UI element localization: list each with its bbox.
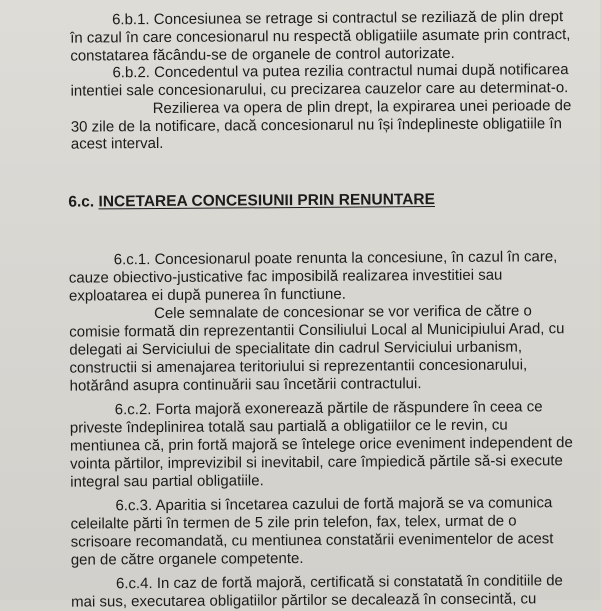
section-heading-6c [68, 191, 435, 212]
paragraph-line-6b-6: Rezilierea va opera de plin drept, la expirarea unei perioade de [152, 97, 572, 118]
paragraph-line-6c-5: comisie formată din reprezentantii Consiliului Local al Municipiului Arad, cu [69, 320, 565, 341]
paragraph-line-6c-11: mentiunea că, prin fortă majoră se întelege orice eveniment independent de [69, 434, 573, 455]
paragraph-line-6b-3: constatarea făcându-se de organele de control autorizate. [70, 44, 455, 65]
paragraph-line-6c-16: scrisoare recomandată, cu mentiunea constatării evenimentelor de acest [70, 530, 554, 551]
paragraph-line-6c-17: gen de către organele competente. [70, 549, 304, 569]
paragraph-line-6b-2: în cazul în care concesionarul nu respectă obligatiile asumate prin contract, [70, 26, 571, 47]
paragraph-line-6c-6: delegati ai Serviciului de specialitate din cadrul Serviciului urbanism, [69, 338, 523, 359]
paragraph-line-6c-15: celeilalte părti în termen de 5 zile prin telefon, fax, telex, urmat de o [70, 512, 517, 533]
section-number: 6.c. [68, 193, 95, 211]
paragraph-line-6c-13: integral sau partial obligatiile. [70, 472, 264, 491]
paragraph-line-6c-2: cauze obiectivo-justicative fac imposibilă realizarea investitiei sau [68, 266, 503, 287]
paragraph-line-6b-1: 6.b.1. Concesiunea se retrage si contractul se reziliază de plin drept [111, 8, 564, 29]
paragraph-line-6b-5: intentiei sale concesionarului, cu precizarea cauzelor care au determinat-o. [70, 79, 569, 100]
paragraph-line-6b-8: acest interval. [70, 134, 164, 153]
paragraph-line-6b-4: 6.b.2. Concedentul va putea rezilia contractul numai după notificarea [112, 61, 569, 82]
paragraph-line-6c-9: 6.c.2. Forta majoră exonerează părtile de răspundere în ceea ce [114, 398, 543, 419]
paragraph-line-6c-1: 6.c.1. Concesionarul poate renunta la concesiune, în cazul în care, [113, 248, 558, 269]
paragraph-line-6c-10: priveste îndeplinirea totală sau partială a obligatiilor ce le revin, cu [69, 416, 508, 437]
paragraph-line-6c-18: 6.c.4. In caz de fortă majoră, certificată si constatată în conditiile de [115, 572, 563, 593]
paragraph-line-6c-12: vointa părtilor, imprevizibil si inevitabil, care împiedică părtile să-si execute [70, 452, 563, 473]
paragraph-line-6c-8: hotărând asupra continuării sau încetării contractului. [69, 375, 422, 395]
paragraph-line-6b-7: 30 zile de la notificare, dacă concesionarul nu își îndeplineste obligatiile în [70, 115, 562, 136]
paragraph-line-6c-3: exploatarea ei după punerea în functiune. [68, 285, 346, 305]
paragraph-line-6c-14: 6.c.3. Aparitia si încetarea cazului de fortă majoră se va comunica [115, 494, 553, 515]
paragraph-line-6c-7: constructii si amenajarea teritoriului si reprezentantii concesionarului, [69, 356, 528, 377]
section-title: INCETAREA CONCESIUNII PRIN RENUNTARE [98, 191, 435, 211]
paragraph-line-6c-4: Cele semnalate de concesionar se vor verifica de către o [154, 302, 532, 323]
paragraph-line-6c-19: mai sus, executarea obligatiilor părtilor se decalează în consecintă, cu [71, 590, 537, 611]
